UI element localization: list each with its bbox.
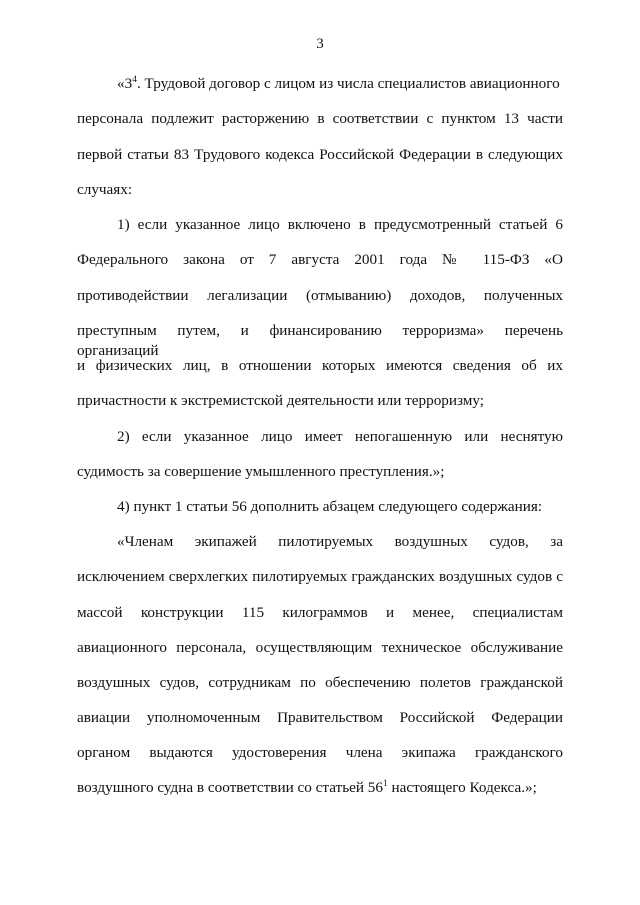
text-line: судимость за совершение умышленного преступления.»; [77,463,445,480]
text-line: персонала подлежит расторжению в соответствии с пунктом 13 части [77,110,563,127]
text-line: органом выдаются удостоверения члена экипажа гражданского [77,744,563,761]
text-line: воздушного судна в соответствии со статьей $56^1$ настоящего Кодекса.»; [77,778,537,796]
page-number: 3 [316,36,324,52]
text-line: противодействии легализации (отмыванию) доходов, полученных [77,287,563,304]
text-line: «$3^4$. Трудовой договор с лицом из числа специалистов авиационного [117,74,560,92]
superscript: 4 [132,74,137,85]
text-line: массой конструкции 115 килограммов и менее, специалистам [77,604,563,621]
text-line: преступным путем, и финансированию терроризма» перечень организаций [77,322,563,359]
text-line: Федерального закона от 7 августа 2001 года № 115-ФЗ «О [77,251,563,268]
text-line: воздушных судов, сотрудникам по обеспечению полетов гражданской [77,674,563,691]
text-line: авиационного персонала, осуществляющим техническое обслуживание [77,639,563,656]
text-line: причастности к экстремистской деятельности или терроризму; [77,392,485,409]
text-line: случаях: [77,181,133,198]
text-line: первой статьи 83 Трудового кодекса Российской Федерации в следующих [77,146,563,163]
text-line: и физических лиц, в отношении которых имеются сведения об их [77,357,563,374]
text-line: исключением сверхлегких пилотируемых гражданских воздушных судов с [77,568,563,585]
text-line: 1) если указанное лицо включено в предусмотренный статьей 6 [117,216,563,233]
text-line: «Членам экипажей пилотируемых воздушных судов, за [117,533,563,550]
text-line: 4) пункт 1 статьи 56 дополнить абзацем следующего содержания: [117,498,543,515]
text-line: 2) если указанное лицо имеет непогашенную или неснятую [117,428,563,445]
text-line: авиации уполномоченным Правительством Российской Федерации [77,709,563,726]
superscript: 1 [382,778,388,789]
